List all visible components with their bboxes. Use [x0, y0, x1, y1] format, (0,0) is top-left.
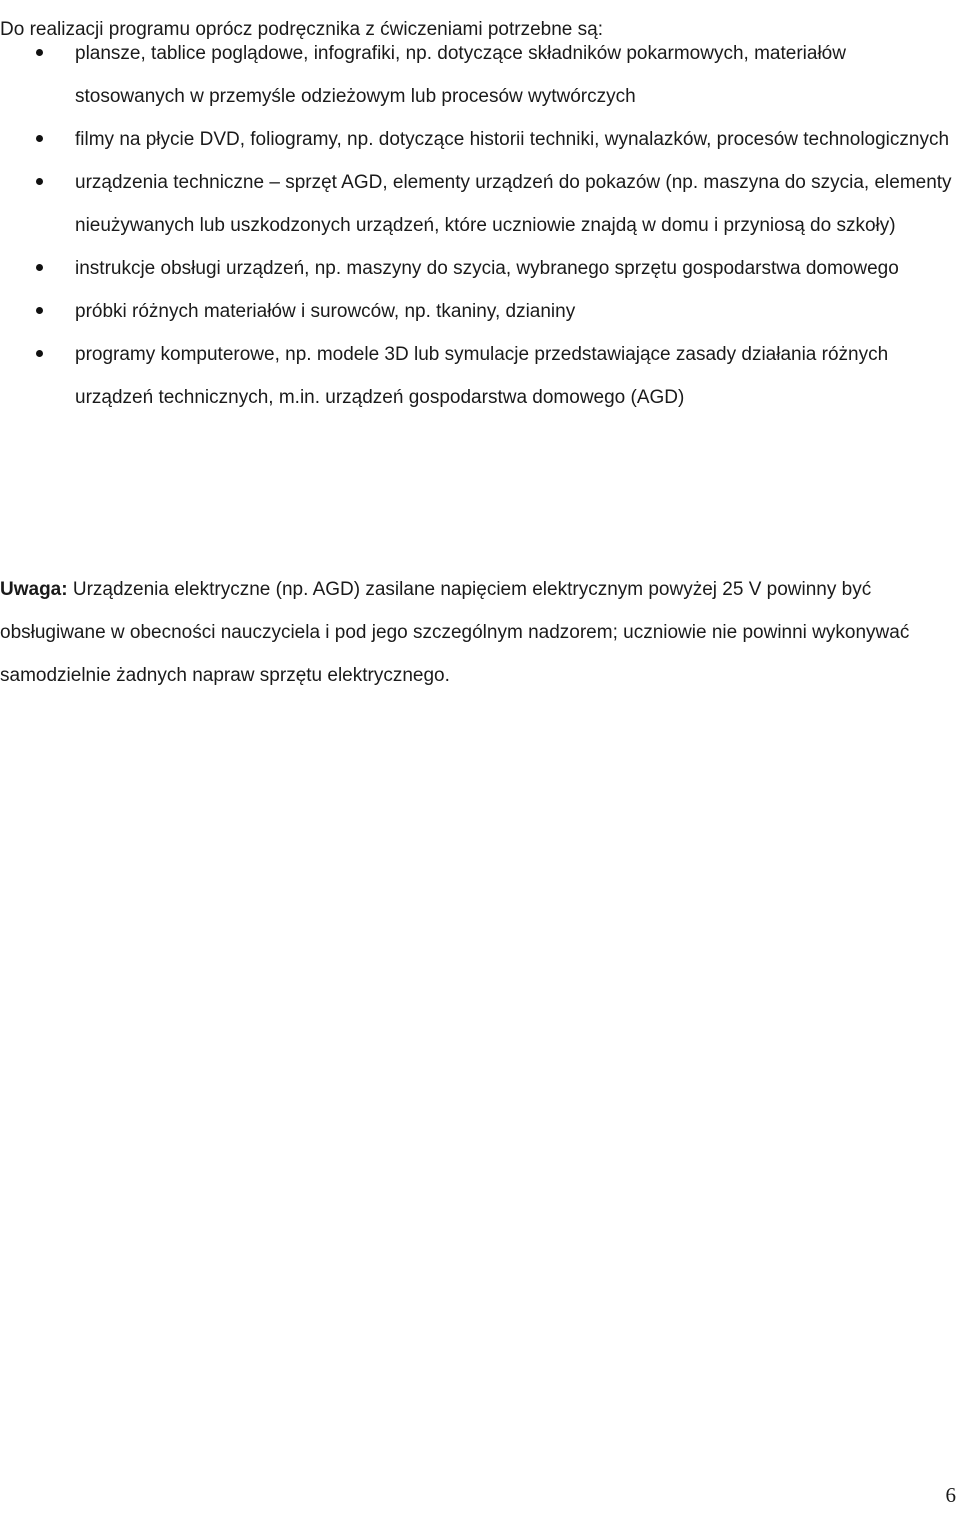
list-item-text: instrukcje obsługi urządzeń, np. maszyny do szycia, wybranego sprzętu gospodarstwa domowego — [75, 258, 899, 279]
warning-note — [0, 568, 955, 697]
note-text: Urządzenia elektryczne (np. AGD) zasilane napięciem elektrycznym powyżej 25 V powinny być obsługiwane w obecności nauczyciela i pod jego szczególnym nadzorem; uczniowie nie powinni wykonywać samodzielnie żadnych napraw sprzętu elektrycznego. — [0, 579, 910, 686]
page-number: 6 — [945, 1483, 956, 1507]
bullet-icon — [36, 178, 43, 185]
list-item — [0, 290, 955, 333]
bullet-icon — [36, 135, 43, 142]
list-item — [0, 161, 955, 247]
list-item-text: programy komputerowe, np. modele 3D lub symulacje przedstawiające zasady działania różnych urządzeń technicznych, m.in. urządzeń gospodarstwa domowego (AGD) — [75, 344, 889, 408]
bullet-icon — [36, 350, 43, 357]
list-item — [0, 247, 955, 290]
list-item-text: próbki różnych materiałów i surowców, np. tkaniny, dzianiny — [75, 301, 576, 322]
bullet-icon — [36, 49, 43, 56]
bullet-icon — [36, 264, 43, 271]
bullet-icon — [36, 307, 43, 314]
list-item — [0, 32, 955, 118]
list-item-text: filmy na płycie DVD, foliogramy, np. dotyczące historii techniki, wynalazków, procesów technologicznych — [75, 129, 950, 150]
bullet-list — [0, 32, 960, 419]
intro-paragraph: Do realizacji programu oprócz podręcznika z ćwiczeniami potrzebne są: — [0, 19, 603, 40]
list-item — [0, 333, 955, 419]
list-item — [0, 118, 955, 161]
note-label: Uwaga: — [0, 579, 68, 600]
list-item-text: urządzenia techniczne – sprzęt AGD, elementy urządzeń do pokazów (np. maszyna do szycia, elementy nieużywanych lub uszkodzonych urządzeń, które uczniowie znajdą w domu i przyniosą do szkoły) — [75, 172, 952, 236]
list-item-text: plansze, tablice poglądowe, infografiki, np. dotyczące składników pokarmowych, materiałów stosowanych w przemyśle odzieżowym lub procesów wytwórczych — [75, 43, 846, 107]
